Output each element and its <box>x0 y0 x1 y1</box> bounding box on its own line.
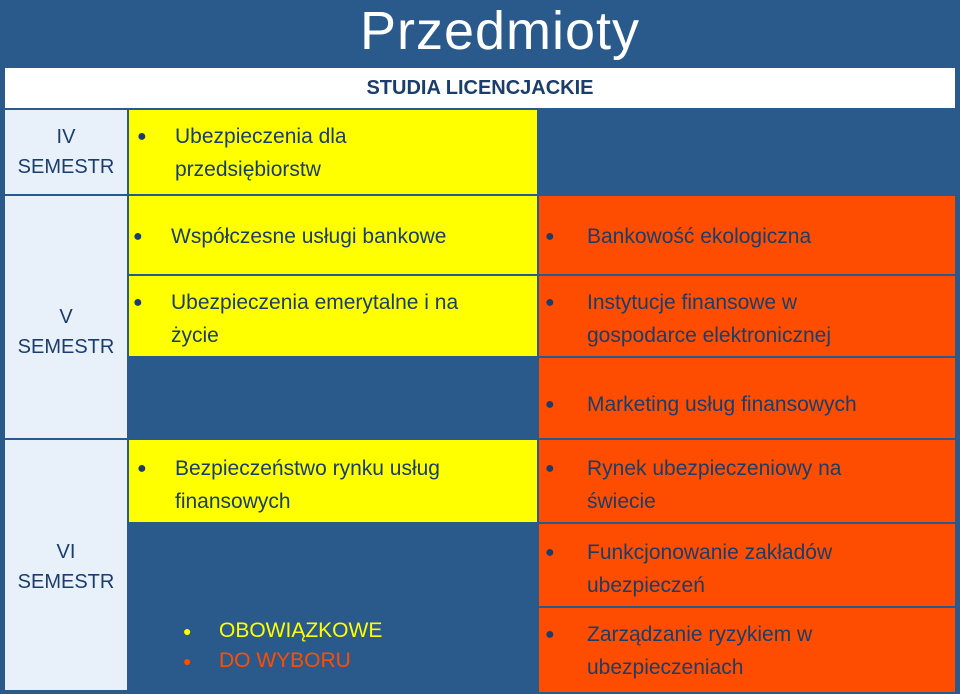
bullet-icon: ● <box>137 460 147 477</box>
legend-elective: DO WYBORU <box>219 649 351 672</box>
legend-mandatory: OBOWIĄZKOWE <box>219 619 383 642</box>
semester-iv-num: IV <box>56 126 76 148</box>
elective-vi-3-line2: ubezpieczeniach <box>587 656 744 679</box>
bullet-icon: ● <box>137 128 147 145</box>
semester-vi-cell <box>5 440 127 690</box>
mandatory-cell-v-1 <box>129 196 537 274</box>
elective-v-1-text: Bankowość ekologiczna <box>587 225 812 248</box>
semester-iv-label: SEMESTR <box>17 156 115 178</box>
elective-cell-v-2 <box>539 276 955 356</box>
semester-v-label: SEMESTR <box>17 336 115 358</box>
elective-vi-2-line2: ubezpieczeń <box>587 574 705 597</box>
semester-iv-cell <box>5 110 127 194</box>
elective-cell-vi-2 <box>539 524 955 606</box>
elective-vi-3-line1: Zarządzanie ryzykiem w <box>587 623 813 646</box>
semester-vi-label: SEMESTR <box>17 571 115 593</box>
elective-cell-v-1 <box>539 196 955 274</box>
bullet-icon: ● <box>545 626 555 643</box>
elective-v-2-line2: gospodarce elektronicznej <box>587 324 831 347</box>
legend-bullet-icon: ● <box>183 623 192 639</box>
bullet-icon: ● <box>133 228 143 245</box>
elective-vi-1-line2: świecie <box>587 490 656 513</box>
mandatory-vi-1-line1: Bezpieczeństwo rynku usług <box>175 457 440 480</box>
bullet-icon: ● <box>545 544 555 561</box>
legend <box>183 616 382 676</box>
bullet-icon: ● <box>545 294 555 311</box>
legend-bullet-icon: ● <box>183 653 192 669</box>
bullet-icon: ● <box>545 228 555 245</box>
elective-v-3-text: Marketing usług finansowych <box>587 393 857 416</box>
mandatory-cell-v-2 <box>129 276 537 356</box>
elective-cell-vi-3 <box>539 608 955 692</box>
subtitle-text: STUDIA LICENCJACKIE <box>366 76 594 99</box>
elective-cell-vi-1 <box>539 440 955 522</box>
elective-vi-2-line1: Funkcjonowanie zakładów <box>587 541 833 564</box>
elective-v-2-line1: Instytucje finansowe w <box>587 291 798 314</box>
page-title: Przedmioty <box>359 1 641 61</box>
bullet-icon: ● <box>545 396 555 413</box>
mandatory-v-2-line2: życie <box>171 324 219 347</box>
mandatory-cell-iv-1 <box>129 110 537 194</box>
semester-vi-num: VI <box>56 541 76 563</box>
elective-cell-v-3 <box>539 358 955 438</box>
elective-vi-1-line1: Rynek ubezpieczeniowy na <box>587 457 842 480</box>
mandatory-iv-1-line1: Ubezpieczenia dla <box>175 125 347 148</box>
mandatory-cell-vi-1 <box>129 440 537 522</box>
mandatory-v-1-text: Współczesne usługi bankowe <box>171 225 447 248</box>
bullet-icon: ● <box>545 460 555 477</box>
bullet-icon: ● <box>133 294 143 311</box>
mandatory-vi-1-line2: finansowych <box>175 490 291 513</box>
semester-v-cell <box>5 196 127 438</box>
subtitle-banner <box>5 68 955 108</box>
semester-v-num: V <box>59 306 73 328</box>
mandatory-iv-1-line2: przedsiębiorstw <box>175 158 321 181</box>
mandatory-v-2-line1: Ubezpieczenia emerytalne i na <box>171 291 459 314</box>
